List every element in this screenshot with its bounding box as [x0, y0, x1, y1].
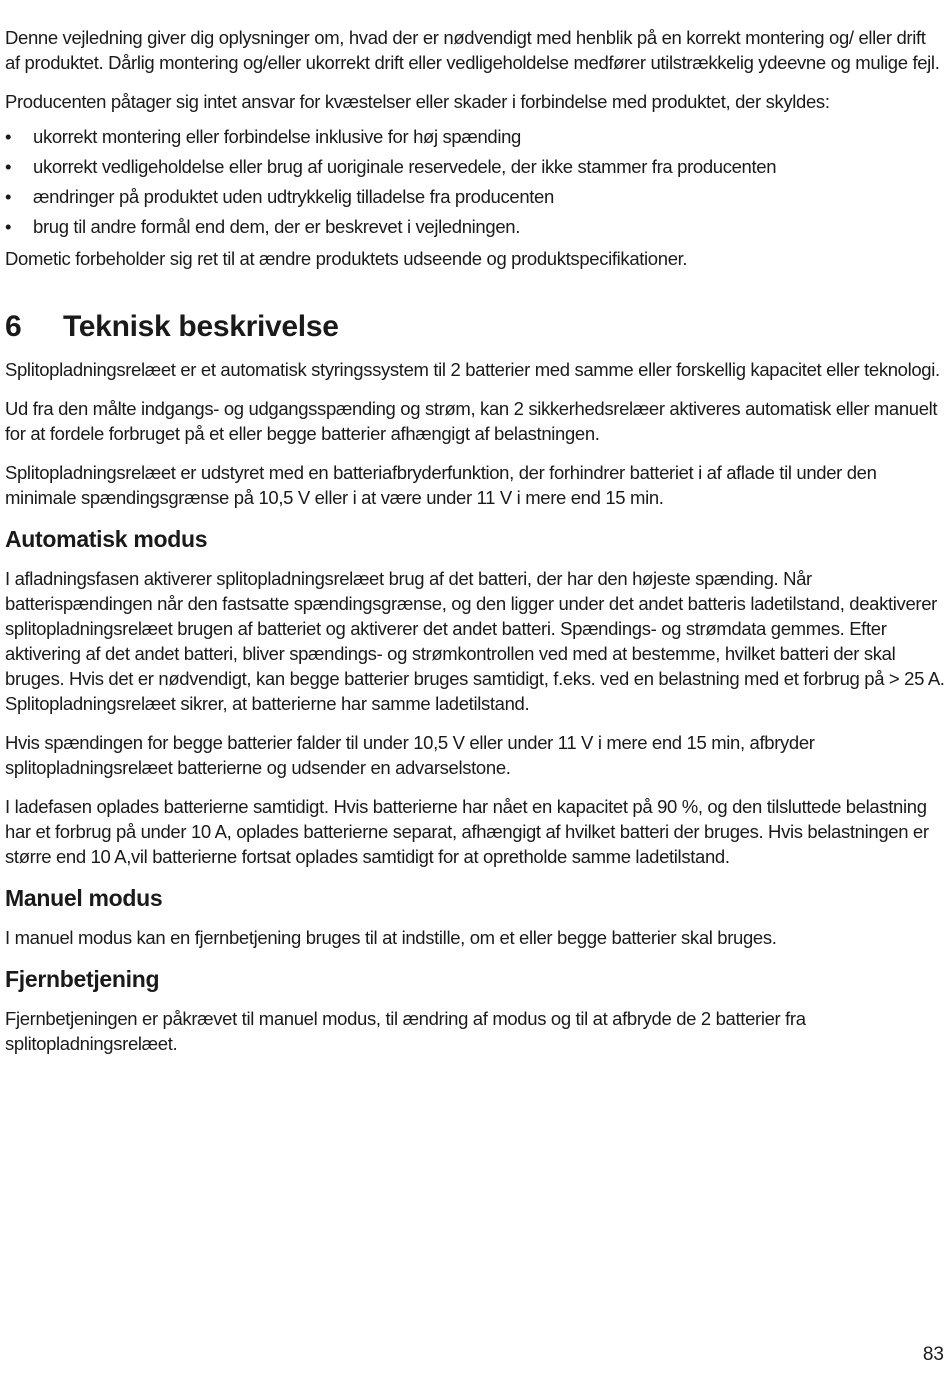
rights-paragraph: Dometic forbeholder sig ret til at ændre produktets udseende og produktspecifikationer.: [5, 248, 688, 269]
liability-bullet-list: [5, 124, 945, 239]
intro-paragraph: Denne vejledning giver dig oplysninger om, hvad der er nødvendigt med henblik på en korrekt montering og/ eller drift af produktet. Dårlig montering og/eller ukorrekt drift eller vedligeholdelse medfører utilstrækkelig ydeevne og mulige fejl.: [5, 27, 940, 73]
page-number: 83: [922, 1344, 944, 1365]
remote-control-paragraph: Fjernbetjeningen er påkrævet til manuel modus, til ændring af modus og til at afbryde de 2 batterier fra splitopladningsrelæet.: [5, 1008, 806, 1054]
automatic-mode-heading: Automatisk modus: [5, 526, 208, 552]
automatic-mode-paragraph: I ladefasen oplades batterierne samtidigt. Hvis batterierne har nået en kapacitet på 90 %, og den tilsluttede belastning har et forbrug på under 10 A, oplades batterierne separat, afhængigt af hvilket batteri der bruges. Hvis belastningen er større end 10 A,vil batterierne fortsat oplades samtidigt for at opretholde samme ladetilstand.: [5, 796, 929, 867]
bullet-icon: •: [5, 216, 12, 237]
list-item-text: ændringer på produktet uden udtrykkelig tilladelse fra producenten: [33, 186, 554, 207]
list-item-text: brug til andre formål end dem, der er beskrevet i vejledningen.: [33, 216, 520, 237]
list-item: [5, 214, 945, 239]
list-item: [5, 154, 945, 179]
list-item: [5, 124, 945, 149]
list-item: [5, 184, 945, 209]
bullet-icon: •: [5, 126, 12, 147]
automatic-mode-paragraph: Hvis spændingen for begge batterier falder til under 10,5 V eller under 11 V i mere end 15 min, afbryder splitopladningsrelæet batterierne og udsender en advarselstone.: [5, 732, 815, 778]
automatic-mode-paragraph: I afladningsfasen aktiverer splitopladningsrelæet brug af det batteri, der har den højeste spænding. Når batterispændingen når den fastsatte spændingsgrænse, og den ligger under det andet batteris ladetilstand, deaktiverer splitopladningsrelæet brugen af batteriet og aktiverer det andet batteri. Spændings- og strømdata gemmes. Efter aktivering af det andet batteri, bliver spændings- og strømkontrollen ved med at bestemme, hvilket batteri der skal bruges. Hvis det er nødvendigt, kan begge batterier bruges samtidigt, f.eks. ved en belastning med et forbrug på > 25 A. Splitopladningsrelæet sikrer, at batterierne har samme ladetilstand.: [5, 568, 945, 714]
manual-page: [5, 25, 945, 1056]
section-title: Teknisk beskrivelse: [63, 310, 339, 343]
bullet-icon: •: [5, 156, 12, 177]
section-heading: [5, 309, 945, 345]
liability-paragraph: Producenten påtager sig intet ansvar for kvæstelser eller skader i forbindelse med produktet, der skyldes:: [5, 91, 830, 112]
description-paragraph: Splitopladningsrelæet er et automatisk styringssystem til 2 batterier med samme eller forskellig kapacitet eller teknologi.: [5, 359, 940, 380]
section-number: 6: [5, 310, 22, 343]
remote-control-heading: Fjernbetjening: [5, 966, 160, 992]
list-item-text: ukorrekt vedligeholdelse eller brug af uoriginale reservedele, der ikke stammer fra producenten: [33, 156, 777, 177]
description-paragraph: Splitopladningsrelæet er udstyret med en batteriafbryderfunktion, der forhindrer batteriet i af aflade til under den minimale spændingsgrænse på 10,5 V eller i at være under 11 V i mere end 15 min.: [5, 462, 877, 508]
manual-mode-paragraph: I manuel modus kan en fjernbetjening bruges til at indstille, om et eller begge batterier skal bruges.: [5, 927, 777, 948]
description-paragraph: Ud fra den målte indgangs- og udgangsspænding og strøm, kan 2 sikkerhedsrelæer aktiveres automatisk eller manuelt for at fordele forbruget på et eller begge batterier afhængigt af belastningen.: [5, 398, 938, 444]
manual-mode-heading: Manuel modus: [5, 885, 163, 911]
list-item-text: ukorrekt montering eller forbindelse inklusive for høj spænding: [33, 126, 521, 147]
bullet-icon: •: [5, 186, 12, 207]
